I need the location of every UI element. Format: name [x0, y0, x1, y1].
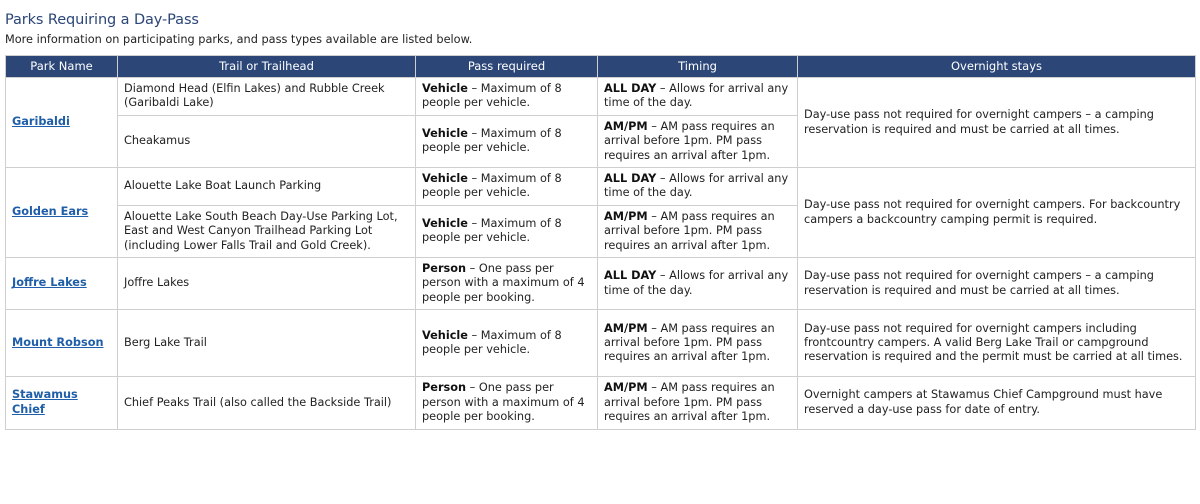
table-row	[6, 310, 1196, 377]
column-header-timing: Timing	[598, 56, 798, 78]
park-cell	[6, 78, 118, 168]
pass-description: – Maximum of 8 people per vehicle.	[422, 127, 562, 155]
column-header-trail: Trail or Trailhead	[118, 56, 416, 78]
park-cell	[6, 168, 118, 258]
timing-description: – Allows for arrival any time of the day.	[604, 82, 789, 110]
park-cell	[6, 377, 118, 429]
overnight-cell: Day-use pass not required for overnight campers. For backcountry campers a backcountry camping permit is required.	[798, 168, 1196, 258]
pass-type-label: Vehicle	[422, 127, 468, 141]
pass-description: – One pass per person with a maximum of 4 people per booking.	[422, 262, 585, 304]
column-header-pass-required: Pass required	[416, 56, 598, 78]
pass-cell	[416, 78, 598, 116]
intro-text: More information on participating parks, and pass types available are listed below.	[5, 33, 473, 46]
pass-description: – Maximum of 8 people per vehicle.	[422, 328, 562, 357]
timing-cell	[598, 258, 798, 310]
timing-cell	[598, 168, 798, 206]
pass-description: – Maximum of 8 people per vehicle.	[422, 217, 562, 245]
timing-description: – Allows for arrival any time of the day.	[604, 172, 789, 200]
pass-type-label: Vehicle	[422, 82, 468, 95]
column-header-park-name: Park Name	[6, 56, 118, 78]
overnight-cell: Day-use pass not required for overnight campers – a camping reservation is required and must be carried at all times.	[798, 78, 1196, 168]
park-cell	[6, 310, 118, 377]
timing-cell	[598, 377, 798, 429]
pass-description: – Maximum of 8 people per vehicle.	[422, 82, 562, 110]
timing-type-label: AM/PM	[604, 119, 648, 133]
trail-cell: Chief Peaks Trail (also called the Backside Trail)	[118, 377, 416, 429]
timing-type-label: ALL DAY	[604, 172, 657, 186]
pass-cell	[416, 258, 598, 310]
table-row	[6, 78, 1196, 116]
column-header-overnight: Overnight stays	[798, 56, 1196, 78]
pass-description: – One pass per person with a maximum of 4 people per booking.	[422, 381, 585, 424]
trail-cell: Diamond Head (Elfin Lakes) and Rubble Creek (Garibaldi Lake)	[118, 78, 416, 116]
timing-type-label: ALL DAY	[604, 82, 657, 95]
timing-description: – AM pass requires an arrival before 1pm. PM pass requires an arrival after 1pm.	[604, 381, 775, 424]
timing-cell	[598, 310, 798, 377]
park-link-mount-robson[interactable]: Mount Robson	[12, 336, 104, 350]
pass-cell	[416, 377, 598, 429]
pass-description: – Maximum of 8 people per vehicle.	[422, 172, 562, 200]
timing-type-label: ALL DAY	[604, 269, 657, 283]
table-header-row	[6, 56, 1196, 78]
park-link-joffre-lakes[interactable]: Joffre Lakes	[12, 276, 87, 290]
park-cell	[6, 258, 118, 310]
pass-cell	[416, 168, 598, 206]
pass-cell	[416, 115, 598, 167]
page-title: Parks Requiring a Day-Pass	[5, 12, 199, 28]
trail-cell: Alouette Lake Boat Launch Parking	[118, 168, 416, 206]
timing-description: – AM pass requires an arrival before 1pm. PM pass requires an arrival after 1pm.	[604, 119, 775, 162]
timing-cell	[598, 205, 798, 257]
timing-cell	[598, 115, 798, 167]
table-row	[6, 258, 1196, 310]
overnight-cell: Overnight campers at Stawamus Chief Campground must have reserved a day-use pass for date of entry.	[798, 377, 1196, 429]
pass-cell	[416, 205, 598, 257]
park-link-garibaldi[interactable]: Garibaldi	[12, 115, 70, 129]
trail-cell: Joffre Lakes	[118, 258, 416, 310]
table-row	[6, 168, 1196, 206]
trail-cell: Alouette Lake South Beach Day-Use Parking Lot, East and West Canyon Trailhead Parking Lot (including Lower Falls Trail and Gold Creek).	[118, 205, 416, 257]
timing-description: – AM pass requires an arrival before 1pm. PM pass requires an arrival after 1pm.	[604, 209, 775, 252]
overnight-cell: Day-use pass not required for overnight campers including frontcountry campers. A valid Berg Lake Trail or campground reservation is required and the permit must be carried at all times.	[798, 310, 1196, 377]
pass-cell	[416, 310, 598, 377]
trail-cell: Berg Lake Trail	[118, 310, 416, 377]
day-pass-table	[5, 55, 1196, 430]
pass-type-label: Person	[422, 381, 467, 395]
timing-type-label: AM/PM	[604, 209, 648, 223]
timing-cell	[598, 78, 798, 116]
timing-type-label: AM/PM	[604, 321, 648, 335]
table-row	[6, 377, 1196, 429]
trail-cell: Cheakamus	[118, 115, 416, 167]
timing-description: – Allows for arrival any time of the day.	[604, 269, 789, 297]
pass-type-label: Person	[422, 262, 467, 276]
park-link-stawamus-chief[interactable]: Stawamus Chief	[12, 388, 78, 416]
park-link-golden-ears[interactable]: Golden Ears	[12, 205, 89, 219]
pass-type-label: Vehicle	[422, 217, 468, 231]
overnight-cell: Day-use pass not required for overnight campers – a camping reservation is required and must be carried at all times.	[798, 258, 1196, 310]
timing-description: – AM pass requires an arrival before 1pm. PM pass requires an arrival after 1pm.	[604, 321, 775, 364]
pass-type-label: Vehicle	[422, 328, 468, 342]
pass-type-label: Vehicle	[422, 172, 468, 186]
timing-type-label: AM/PM	[604, 381, 648, 395]
